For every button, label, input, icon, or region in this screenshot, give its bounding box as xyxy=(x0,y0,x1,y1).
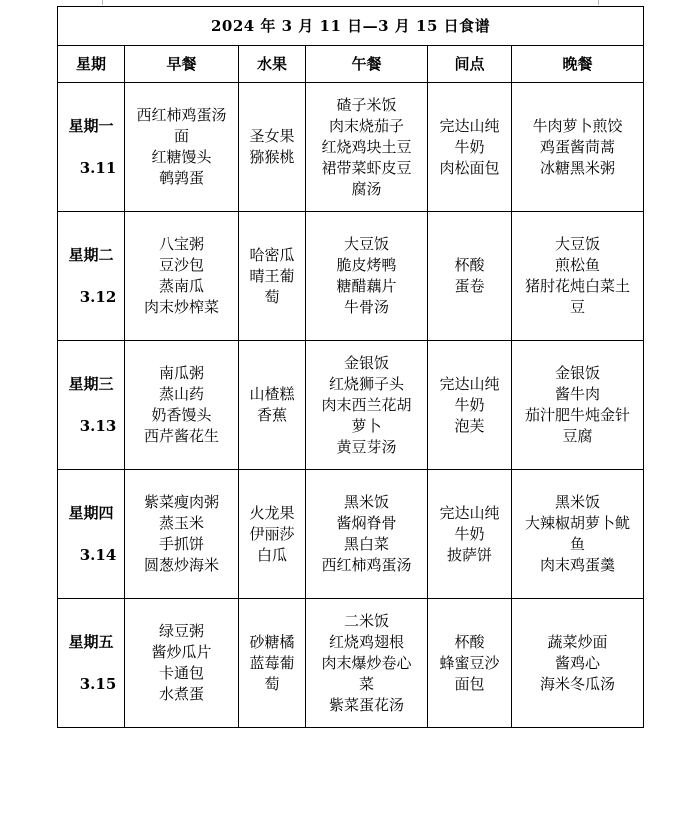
header-row xyxy=(58,46,644,83)
weekday-date: 3.13 xyxy=(79,416,117,435)
title-row xyxy=(58,7,644,46)
column-header-snack: 间点 xyxy=(428,46,512,83)
dinner-cell: 大豆饭 煎松鱼 猪肘花炖白菜土 豆 xyxy=(512,212,644,341)
lunch-cell: 大豆饭 脆皮烤鸭 糖醋藕片 牛骨汤 xyxy=(306,212,428,341)
table-row xyxy=(58,212,644,341)
lunch-cell: 碴子米饭 肉末烧茄子 红烧鸡块土豆 裙带菜虾皮豆 腐汤 xyxy=(306,83,428,212)
breakfast-cell: 绿豆粥 酱炒瓜片 卡通包 水煮蛋 xyxy=(125,599,239,728)
column-header-dinner: 晚餐 xyxy=(512,46,644,83)
weekday-cell xyxy=(58,341,125,470)
weekday-date: 3.14 xyxy=(79,545,117,564)
breakfast-cell: 西红柿鸡蛋汤 面 红糖馒头 鹌鹑蛋 xyxy=(125,83,239,212)
snack-cell: 杯酸 蛋卷 xyxy=(428,212,512,341)
column-header-weekday: 星期 xyxy=(58,46,125,83)
weekday-name: 星期四 xyxy=(68,503,114,522)
weekday-name: 星期三 xyxy=(68,374,114,393)
weekday-name: 星期五 xyxy=(68,632,114,651)
weekday-cell xyxy=(58,212,125,341)
weekday-name: 星期一 xyxy=(68,116,114,135)
weekday-cell xyxy=(58,83,125,212)
snack-cell: 完达山纯 牛奶 泡芙 xyxy=(428,341,512,470)
lunch-cell: 黑米饭 酱焖脊骨 黑白菜 西红柿鸡蛋汤 xyxy=(306,470,428,599)
weekday-cell xyxy=(58,470,125,599)
column-header-fruit: 水果 xyxy=(239,46,306,83)
fruit-cell: 哈密瓜 晴王葡 萄 xyxy=(239,212,306,341)
snack-cell: 完达山纯 牛奶 肉松面包 xyxy=(428,83,512,212)
lunch-cell: 二米饭 红烧鸡翅根 肉末爆炒卷心 菜 紫菜蛋花汤 xyxy=(306,599,428,728)
dinner-cell: 金银饭 酱牛肉 茄汁肥牛炖金针 豆腐 xyxy=(512,341,644,470)
page-corner-mark-right xyxy=(598,0,605,5)
page-corner-mark-left xyxy=(96,0,103,5)
table-row xyxy=(58,599,644,728)
dinner-cell: 黑米饭 大辣椒胡萝卜鱿 鱼 肉末鸡蛋羹 xyxy=(512,470,644,599)
fruit-cell: 圣女果 猕猴桃 xyxy=(239,83,306,212)
weekday-name: 星期二 xyxy=(68,245,114,264)
breakfast-cell: 八宝粥 豆沙包 蒸南瓜 肉末炒榨菜 xyxy=(125,212,239,341)
breakfast-cell: 南瓜粥 蒸山药 奶香馒头 西芹酱花生 xyxy=(125,341,239,470)
fruit-cell: 火龙果 伊丽莎 白瓜 xyxy=(239,470,306,599)
fruit-cell: 山楂糕 香蕉 xyxy=(239,341,306,470)
dinner-cell: 蔬菜炒面 酱鸡心 海米冬瓜汤 xyxy=(512,599,644,728)
table-row xyxy=(58,83,644,212)
column-header-lunch: 午餐 xyxy=(306,46,428,83)
column-header-breakfast: 早餐 xyxy=(125,46,239,83)
weekday-date: 3.15 xyxy=(79,674,117,693)
fruit-cell: 砂糖橘 蓝莓葡 萄 xyxy=(239,599,306,728)
weekday-date: 3.12 xyxy=(79,287,117,306)
snack-cell: 杯酸 蜂蜜豆沙 面包 xyxy=(428,599,512,728)
breakfast-cell: 紫菜瘦肉粥 蒸玉米 手抓饼 圆葱炒海米 xyxy=(125,470,239,599)
snack-cell: 完达山纯 牛奶 披萨饼 xyxy=(428,470,512,599)
table-row xyxy=(58,341,644,470)
dinner-cell: 牛肉萝卜煎饺 鸡蛋酱茼蒿 冰糖黑米粥 xyxy=(512,83,644,212)
lunch-cell: 金银饭 红烧狮子头 肉末西兰花胡 萝卜 黄豆芽汤 xyxy=(306,341,428,470)
table-row xyxy=(58,470,644,599)
weekly-menu-table xyxy=(57,6,644,728)
weekday-cell xyxy=(58,599,125,728)
weekday-date: 3.11 xyxy=(79,158,117,177)
menu-title: 2024 年 3 月 11 日—3 月 15 日食谱 xyxy=(58,7,644,46)
